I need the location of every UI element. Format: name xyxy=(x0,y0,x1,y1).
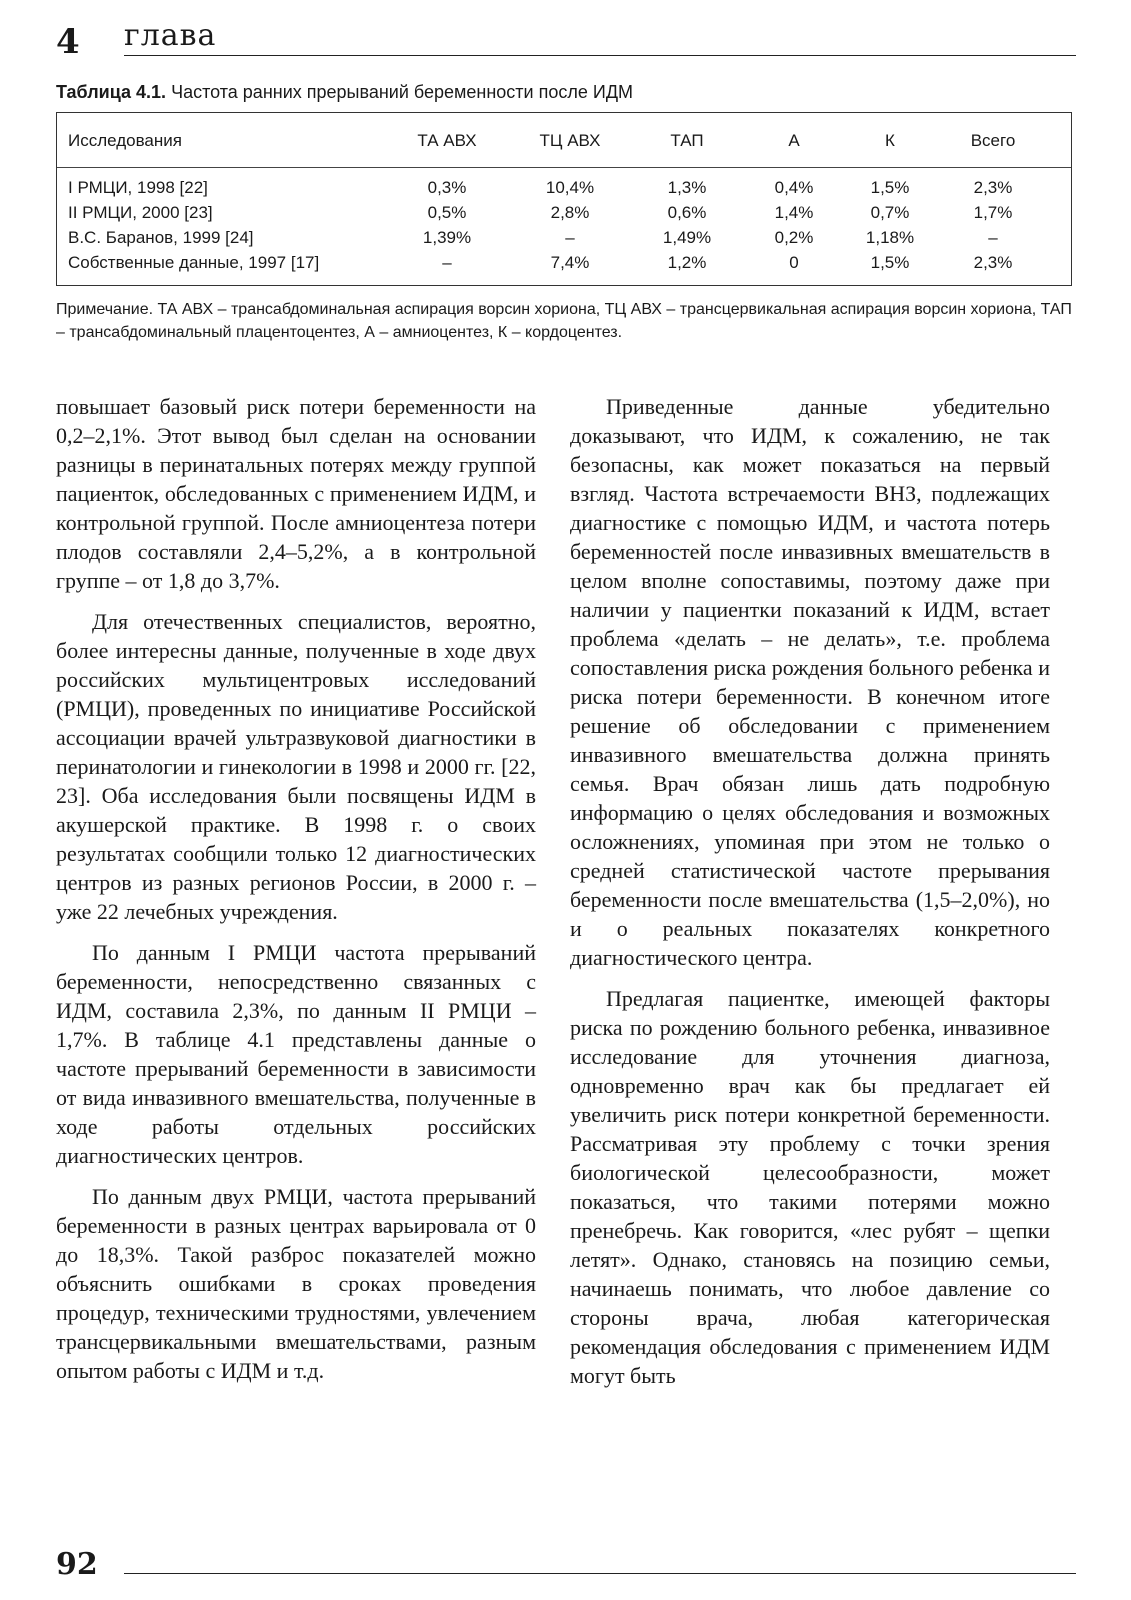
paragraph: Для отечественных специалистов, вероятно, более интересны данные, полученные в ходе двух российских мультицентровых исследований (РМЦИ), проведенных по инициативе Российской ассоциации врачей ультразвуковой диагностики в перинатологии и гинекологии в 1998 и 2000 гг. [22, 23]. Оба исследования были посвящены ИДМ в акушерской практике. В 1998 г. о своих результатах сообщили только 12 диагностических центров из разных регионов России, в 2000 г. – уже 22 лечебных учреждения. xyxy=(56,609,536,924)
paragraph: повышает базовый риск потери беременности на 0,2–2,1%. Этот вывод был сделан на основании разницы в перинатальных потерях между группой пациенток, обследованных с применением ИДМ, и контрольной группой. После амниоцентеза потери плодов составляли 2,4–5,2%, а в контрольной группе – от 1,8 до 3,7%. xyxy=(56,394,536,593)
table-cell: – xyxy=(988,228,998,247)
paragraph: Приведенные данные убедительно доказывают, что ИДМ, к сожалению, не так безопасны, как может показаться на первый взгляд. Частота встречаемости ВНЗ, подлежащих диагностике с помощью ИДМ, и частота потерь беременностей после инвазивных вмешательств в целом вполне сопоставимы, поэтому даже при наличии у пациентки показаний к ИДМ, встает проблема «делать – не делать», т.е. проблема сопоставления риска рождения больного ребенка и риска потери беременности. В конечном итоге решение об обследовании с применением инвазивного вмешательства должна принять семья. Врач обязан лишь дать подробную информацию о целях обследования и возможных осложнениях, упоминая при этом не только о средней статистической частоте прерывания беременности после вмешательства (1,5–2,0%), но и о реальных показателях конкретного диагностического центра. xyxy=(570,394,1050,970)
table-cell: Собственные данные, 1997 [17] xyxy=(68,253,320,272)
table-cell: 0,6% xyxy=(667,203,707,222)
data-table xyxy=(56,112,1072,286)
paragraph: По данным двух РМЦИ, частота прерываний беременности в разных центрах варьировала от 0 до 18,3%. Такой разброс показателей можно объяснить ошибками в сроках проведения процедур, техническими трудностями, увлечением трансцервикальными вмешательствами, разным опытом работы с ИДМ и т.д. xyxy=(56,1184,536,1383)
column-header: К xyxy=(885,131,895,150)
table-cell: 2,3% xyxy=(973,178,1013,197)
table-cell: 10,4% xyxy=(545,178,595,197)
table-cell: I РМЦИ, 1998 [22] xyxy=(68,178,208,197)
header-rule xyxy=(124,55,1076,56)
table-cell: В.С. Баранов, 1999 [24] xyxy=(68,228,254,247)
table-caption-text: Частота ранних прерываний беременности после ИДМ xyxy=(171,82,634,102)
column-header: ТА АВХ xyxy=(417,131,477,150)
page-number: 92 xyxy=(56,1547,98,1582)
table-header-divider xyxy=(57,167,1071,168)
page-footer xyxy=(56,1545,1076,1585)
text-column-right xyxy=(570,392,1050,1402)
table-cell: 0,5% xyxy=(427,203,467,222)
table-cell: 0,3% xyxy=(427,178,467,197)
table-caption xyxy=(56,82,633,103)
footer-rule xyxy=(124,1573,1076,1574)
table-header-row xyxy=(57,129,1071,153)
table-cell: 1,49% xyxy=(662,228,712,247)
paragraph: По данным I РМЦИ частота прерываний беременности, непосредственно связанных с ИДМ, составила 2,3%, по данным II РМЦИ – 1,7%. В таблице 4.1 представлены данные о частоте прерываний беременности в зависимости от вида инвазивного вмешательства, полученные в ходе работы отдельных российских диагностических центров. xyxy=(56,940,536,1168)
page-header xyxy=(56,18,1076,62)
table-cell: 1,18% xyxy=(865,228,915,247)
table-cell: 1,39% xyxy=(422,228,472,247)
table-cell: 0,7% xyxy=(870,203,910,222)
table-cell: 2,8% xyxy=(550,203,590,222)
chapter-number: 4 xyxy=(56,22,80,62)
column-header: Исследования xyxy=(68,131,182,150)
chapter-label: глава xyxy=(124,18,217,53)
paragraph: Предлагая пациентке, имеющей факторы риска по рождению больного ребенка, инвазивное исследование для уточнения диагноза, одновременно врач как бы предлагает ей увеличить риск потери конкретной беременности. Рассматривая эту проблему с точки зрения биологической целесообразности, может показаться, что такими потерями можно пренебречь. Как говорится, «лес рубят – щепки летят». Однако, становясь на позицию семьи, начинаешь понимать, что любое давление со стороны врача, любая категорическая рекомендация обследования с применением ИДМ могут быть xyxy=(570,986,1050,1388)
column-header: Всего xyxy=(970,131,1016,150)
table-note: Примечание. ТА АВХ – трансабдоминальная аспирация ворсин хориона, ТЦ АВХ – трансцервикальная аспирация ворсин хориона, ТАП – трансабдоминальный плацентоцентез, А – амниоцентез, К – кордоцентез. xyxy=(56,301,1072,341)
table-cell: 1,3% xyxy=(667,178,707,197)
table-cell: II РМЦИ, 2000 [23] xyxy=(68,203,213,222)
table-cell: 1,7% xyxy=(973,203,1013,222)
table-cell: 0,4% xyxy=(774,178,814,197)
column-header: А xyxy=(788,131,800,150)
table-cell: 2,3% xyxy=(973,253,1013,272)
text-column-left xyxy=(56,392,536,1397)
table-row xyxy=(57,226,1071,251)
table-cell: – xyxy=(565,228,575,247)
column-header: ТЦ АВХ xyxy=(539,131,601,150)
table-cell: 0,2% xyxy=(774,228,814,247)
table-cell: 1,5% xyxy=(870,178,910,197)
column-header: ТАП xyxy=(670,131,704,150)
table-row xyxy=(57,251,1071,276)
table-cell: 0 xyxy=(789,253,799,272)
table-row xyxy=(57,201,1071,226)
table-caption-label: Таблица 4.1. xyxy=(56,82,167,102)
table-cell: 7,4% xyxy=(550,253,590,272)
table-row xyxy=(57,176,1071,201)
table-cell: 1,4% xyxy=(774,203,814,222)
table-cell: 1,5% xyxy=(870,253,910,272)
table-cell: – xyxy=(442,253,452,272)
table-cell: 1,2% xyxy=(667,253,707,272)
